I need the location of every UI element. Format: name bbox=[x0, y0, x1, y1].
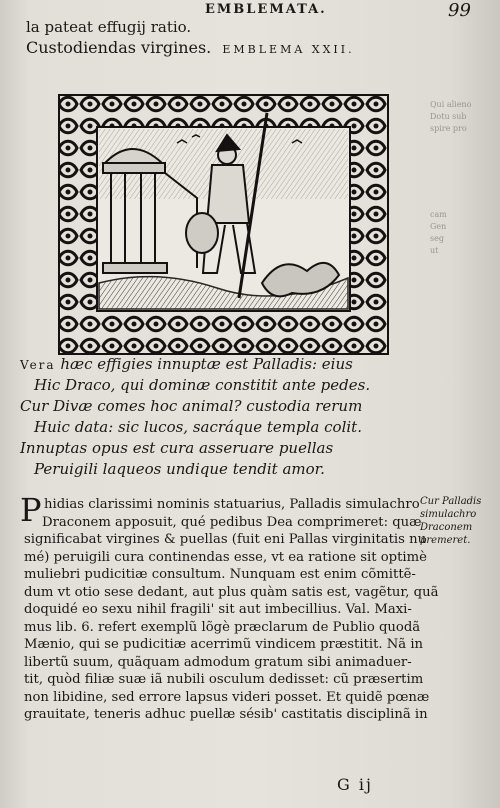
marginal-note bbox=[420, 495, 481, 547]
marginal-note-line: simulachro bbox=[420, 509, 477, 520]
emblem-number: EMBLEMA XXII. bbox=[222, 43, 355, 56]
drop-cap: P bbox=[20, 491, 42, 529]
commentary-line: mé) peruigili cura continendas esse, vt ea ratione sit optimè bbox=[24, 549, 427, 565]
verse-line: Huic data: sic lucos, sacráque templa colit. bbox=[34, 418, 362, 436]
marginal-note-line: Cur Palladis bbox=[420, 496, 482, 507]
bleed-through-text: Gen bbox=[430, 222, 447, 231]
commentary-line: libertũ suum, quãquam admodum gratum sibi animaduer- bbox=[24, 654, 412, 670]
verse-line: Hic Draco, qui dominæ constitit ante pedes. bbox=[34, 376, 371, 394]
bleed-through-text: Qui alieno bbox=[430, 100, 472, 109]
marginal-note-line: premeret. bbox=[420, 535, 471, 546]
commentary-line: hidias clarissimi nominis statuarius, Palladis simulachro bbox=[44, 497, 420, 512]
emblem-woodcut-frame bbox=[57, 93, 390, 356]
commentary-line: significabat virgines & puellas (fuit eni Pallas virginitatis nu bbox=[24, 532, 427, 547]
bleed-through-text: spire pro bbox=[430, 124, 467, 133]
running-head bbox=[0, 0, 500, 21]
verse-line: Innuptas opus est cura asseruare puellas bbox=[20, 439, 334, 457]
commentary-line: Mænio, qui se pudicitiæ acerrimũ vindicem præstitit. Nã in bbox=[24, 637, 424, 652]
commentary-line: mus lib. 6. refert exemplũ lõgè præclarum de Publio quodã bbox=[24, 619, 421, 635]
verse-line: Vera hæc effigies innuptæ est Palladis: eius bbox=[20, 355, 353, 373]
page-number: 99 bbox=[448, 0, 471, 21]
commentary-line: dum vt otio sese dedant, aut plus quàm satis est, vagẽtur, quã bbox=[24, 584, 439, 600]
signature-mark: G ij bbox=[337, 775, 373, 794]
emblem-motto bbox=[26, 38, 355, 57]
running-title: EMBLEMATA. bbox=[205, 2, 327, 17]
commentary-line: muliebri pudicitiæ consultum. Nunquam est enim cõmittẽ- bbox=[24, 567, 416, 582]
verse-line: Cur Divæ comes hoc animal? custodia rerum bbox=[20, 397, 363, 415]
bleed-through-text: seg bbox=[430, 234, 444, 243]
commentary-line: non libidine, sed errore lapsus videri posset. Et quidẽ pœnæ bbox=[24, 689, 430, 705]
commentary-line: grauitate, teneris adhuc puellæ sésib' castitatis disciplinã in bbox=[24, 707, 428, 722]
bleed-through-text: cam bbox=[430, 210, 447, 219]
commentary-line: doquidé eo sexu nihil fragili' sit aut imbecillius. Val. Maxi- bbox=[24, 602, 412, 617]
bleed-through-text: Dotu sub bbox=[430, 112, 467, 121]
bleed-through-text: ut bbox=[430, 246, 439, 255]
verse-line: Peruigili laqueos undique tendit amor. bbox=[34, 460, 325, 478]
motto-text: Custodiendas virgines. bbox=[26, 38, 212, 57]
commentary-line: tit, quòd filiæ suæ iã nubili osculum dedisset: cũ præsertim bbox=[24, 672, 424, 687]
commentary-line: Draconem apposuit, qué pedibus Dea comprimeret: quæ bbox=[42, 514, 422, 530]
preceding-line: la pateat effugij ratio. bbox=[26, 18, 192, 36]
marginal-note-line: Draconem bbox=[420, 522, 473, 533]
